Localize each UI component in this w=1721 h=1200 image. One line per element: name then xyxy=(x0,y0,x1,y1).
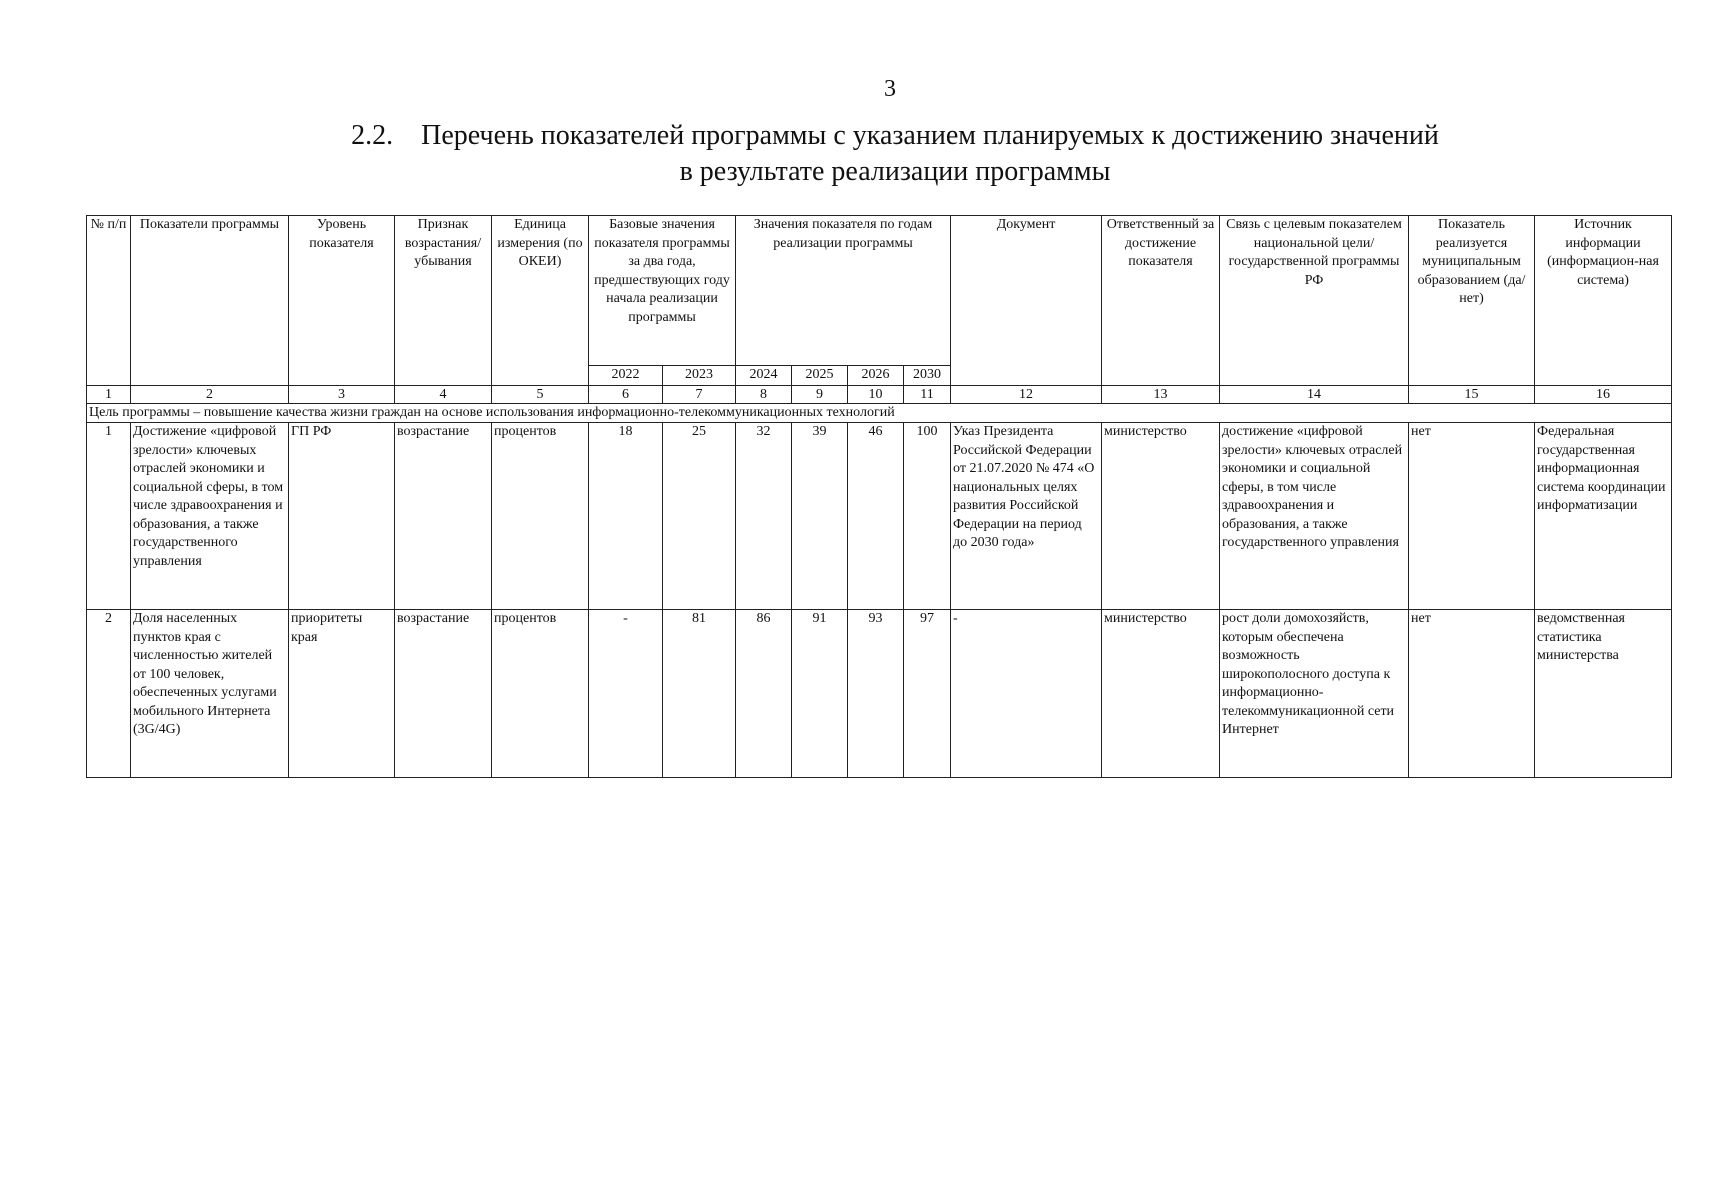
column-number: 5 xyxy=(492,385,589,403)
row-value-2023: 81 xyxy=(663,610,736,778)
indicators-table xyxy=(86,215,1672,778)
row-level: ГП РФ xyxy=(289,423,395,610)
row-value-2024: 86 xyxy=(736,610,792,778)
column-number: 16 xyxy=(1535,385,1672,403)
row-value-2030: 100 xyxy=(904,423,951,610)
row-value-2025: 91 xyxy=(792,610,848,778)
row-trend: возрастание xyxy=(395,423,492,610)
goal-row xyxy=(87,403,1672,423)
header-year-2025: 2025 xyxy=(792,366,848,386)
header-unit: Единица измерения (по ОКЕИ) xyxy=(492,216,589,386)
header-year-values: Значения показателя по годам реализации программы xyxy=(736,216,951,366)
row-unit: процентов xyxy=(492,610,589,778)
column-number: 13 xyxy=(1102,385,1220,403)
row-value-2024: 32 xyxy=(736,423,792,610)
header-num: № п/п xyxy=(87,216,131,386)
row-value-2030: 97 xyxy=(904,610,951,778)
column-numbers-row xyxy=(87,385,1672,403)
column-number: 6 xyxy=(589,385,663,403)
column-number: 3 xyxy=(289,385,395,403)
title-line-2: в результате реализации программы xyxy=(679,156,1111,187)
column-number: 11 xyxy=(904,385,951,403)
column-number: 14 xyxy=(1220,385,1409,403)
header-year-2024: 2024 xyxy=(736,366,792,386)
column-number: 15 xyxy=(1409,385,1535,403)
header-source: Источник информации (информацион-ная система) xyxy=(1535,216,1672,386)
column-number: 2 xyxy=(131,385,289,403)
header-link: Связь с целевым показателем национальной цели/государственной программы РФ xyxy=(1220,216,1409,386)
row-responsible: министерство xyxy=(1102,423,1220,610)
header-municipal: Показатель реализуется муниципальным образованием (да/нет) xyxy=(1409,216,1535,386)
header-year-2023: 2023 xyxy=(663,366,736,386)
section-number: 2.2. xyxy=(351,120,394,151)
row-num: 2 xyxy=(87,610,131,778)
row-value-2025: 39 xyxy=(792,423,848,610)
row-responsible: министерство xyxy=(1102,610,1220,778)
page-number: 3 xyxy=(884,76,896,102)
row-value-2026: 93 xyxy=(848,610,904,778)
program-goal: Цель программы – повышение качества жизни граждан на основе использования информационно-телекоммуникационных технологий xyxy=(87,403,1672,423)
row-source: Федеральная государственная информационная система координации информатизации xyxy=(1535,423,1672,610)
header-trend: Признак возрастания/ убывания xyxy=(395,216,492,386)
header-level: Уровень показателя xyxy=(289,216,395,386)
header-responsible: Ответственный за достижение показателя xyxy=(1102,216,1220,386)
column-number: 10 xyxy=(848,385,904,403)
row-municipal: нет xyxy=(1409,610,1535,778)
row-link: достижение «цифровой зрелости» ключевых отраслей экономики и социальной сферы, в том числе здравоохранения и образования, а также государственного управления xyxy=(1220,423,1409,610)
row-trend: возрастание xyxy=(395,610,492,778)
header-indicator: Показатели программы xyxy=(131,216,289,386)
header-base-values: Базовые значения показателя программы за два года, предшествующих году начала реализации программы xyxy=(589,216,736,366)
row-link: рост доли домохозяйств, которым обеспечена возможность широкополосного доступа к информационно-телекоммуникационной сети Интернет xyxy=(1220,610,1409,778)
row-source: ведомственная статистика министерства xyxy=(1535,610,1672,778)
row-indicator: Доля населенных пунктов края с численностью жителей от 100 человек, обеспеченных услугами мобильного Интернета (3G/4G) xyxy=(131,610,289,778)
table-row xyxy=(87,610,1672,778)
table-row xyxy=(87,423,1672,610)
row-level: приоритеты края xyxy=(289,610,395,778)
row-municipal: нет xyxy=(1409,423,1535,610)
column-number: 12 xyxy=(951,385,1102,403)
row-unit: процентов xyxy=(492,423,589,610)
column-number: 4 xyxy=(395,385,492,403)
column-number: 8 xyxy=(736,385,792,403)
header-year-2030: 2030 xyxy=(904,366,951,386)
column-number: 7 xyxy=(663,385,736,403)
row-indicator: Достижение «цифровой зрелости» ключевых отраслей экономики и социальной сферы, в том числе здравоохранения и образования, а также государственного управления xyxy=(131,423,289,610)
row-value-2022: - xyxy=(589,610,663,778)
title-line-1: Перечень показателей программы с указанием планируемых к достижению значений xyxy=(421,120,1439,151)
header-row xyxy=(87,216,1672,366)
header-year-2022: 2022 xyxy=(589,366,663,386)
row-document: - xyxy=(951,610,1102,778)
row-value-2023: 25 xyxy=(663,423,736,610)
header-year-2026: 2026 xyxy=(848,366,904,386)
column-number: 1 xyxy=(87,385,131,403)
column-number: 9 xyxy=(792,385,848,403)
row-value-2022: 18 xyxy=(589,423,663,610)
header-document: Документ xyxy=(951,216,1102,386)
row-document: Указ Президента Российской Федерации от 21.07.2020 № 474 «О национальных целях развития Российской Федерации на период до 2030 года» xyxy=(951,423,1102,610)
page-title xyxy=(0,118,1721,190)
row-value-2026: 46 xyxy=(848,423,904,610)
row-num: 1 xyxy=(87,423,131,610)
